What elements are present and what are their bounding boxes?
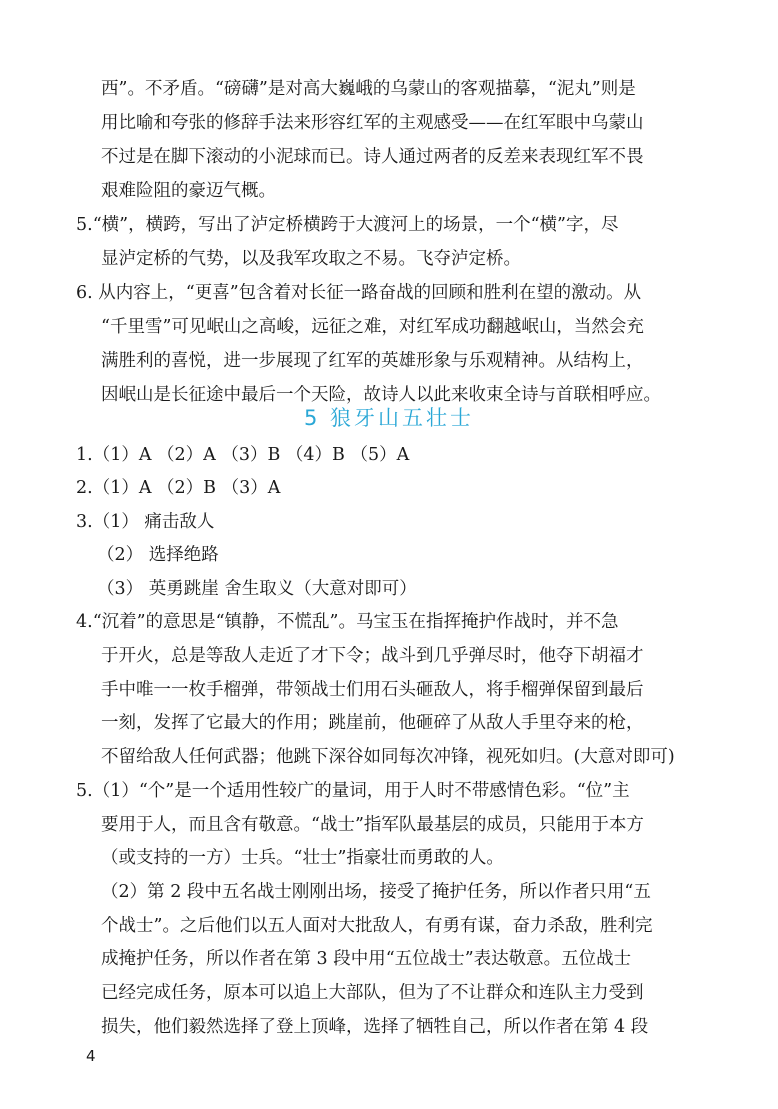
answer-item-3: 3.（1） 痛击敌人 (76, 512, 215, 532)
text-line: （或支持的一方）士兵。“壮士”指豪壮而勇敢的人。 (101, 848, 504, 868)
text-line: 要用于人，而且含有敬意。“战士”指军队最基层的成员，只能用于本方 (101, 815, 644, 835)
text-line: 满胜利的喜悦，进一步展现了红军的英雄形象与乐观精神。从结构上， (101, 351, 644, 371)
page-number: 4 (86, 1047, 96, 1065)
text-line: 一刻，发挥了它最大的作用；跳崖前，他砸碎了从敌人手里夺来的枪， (101, 713, 644, 733)
text-line: “千里雪”可见岷山之高峻，远征之难，对红军成功翻越岷山，当然会充 (101, 317, 644, 337)
text-line: 个战士”。之后他们以五人面对大批敌人，有勇有谋，奋力杀敌，胜利完 (101, 916, 653, 936)
text-line: （2）第 2 段中五名战士刚刚出场，接受了掩护任务，所以作者只用“五 (101, 882, 651, 902)
section-title: 5 狼牙山五壮士 (303, 406, 475, 430)
text-line: 损失，他们毅然选择了登上顶峰，选择了牺牲自己，所以作者在第 4 段 (101, 1017, 649, 1037)
text-line: 因岷山是长征途中最后一个天险，故诗人以此来收束全诗与首联相呼应。 (101, 385, 661, 405)
text-line: 艰难险阻的豪迈气概。 (101, 181, 276, 201)
text-line: 西”。不矛盾。“磅礴”是对高大巍峨的乌蒙山的客观描摹，“泥丸”则是 (101, 79, 636, 99)
answer-item-5b: 5.（1）“个”是一个适用性较广的量词，用于人时不带感情色彩。“位”主 (76, 781, 630, 801)
answer-item-2: 2.（1）A （2）B （3）A (76, 478, 281, 498)
text-line: （3） 英勇跳崖 舍生取义（大意对即可） (97, 579, 417, 599)
text-line: 用比喻和夸张的修辞手法来形容红军的主观感受——在红军眼中乌蒙山 (101, 113, 644, 133)
text-line: 显泸定桥的气势，以及我军攻取之不易。飞夺泸定桥。 (101, 249, 521, 269)
answer-item-4: 4.“沉着”的意思是“镇静，不慌乱”。马宝玉在指挥掩护作战时，并不急 (76, 612, 619, 632)
answer-item-6: 6. 从内容上，“更喜”包含着对长征一路奋战的回顾和胜利在望的激动。从 (76, 283, 642, 303)
text-line: 不过是在脚下滚动的小泥球而已。诗人通过两者的反差来表现红军不畏 (101, 147, 644, 167)
text-line: 手中唯一一枚手榴弹，带领战士们用石头砸敌人，将手榴弹保留到最后 (101, 680, 644, 700)
text-line: 已经完成任务，原本可以追上大部队，但为了不让群众和连队主力受到 (101, 983, 644, 1003)
text-line: 成掩护任务，所以作者在第 3 段中用“五位战士”表达敬意。五位战士 (101, 949, 632, 969)
answer-item-5: 5.“横”，横跨，写出了泸定桥横跨于大渡河上的场景，一个“横”字，尽 (76, 215, 619, 235)
text-line: （2） 选择绝路 (97, 545, 219, 565)
text-line: 于开火，总是等敌人走近了才下令；战斗到几乎弹尽时，他夺下胡福才 (101, 646, 644, 666)
answer-item-1: 1.（1）A （2）A （3）B （4）B （5）A (76, 445, 410, 465)
text-line: 不留给敌人任何武器；他跳下深谷如同每次冲锋，视死如归。(大意对即可) (101, 747, 675, 767)
